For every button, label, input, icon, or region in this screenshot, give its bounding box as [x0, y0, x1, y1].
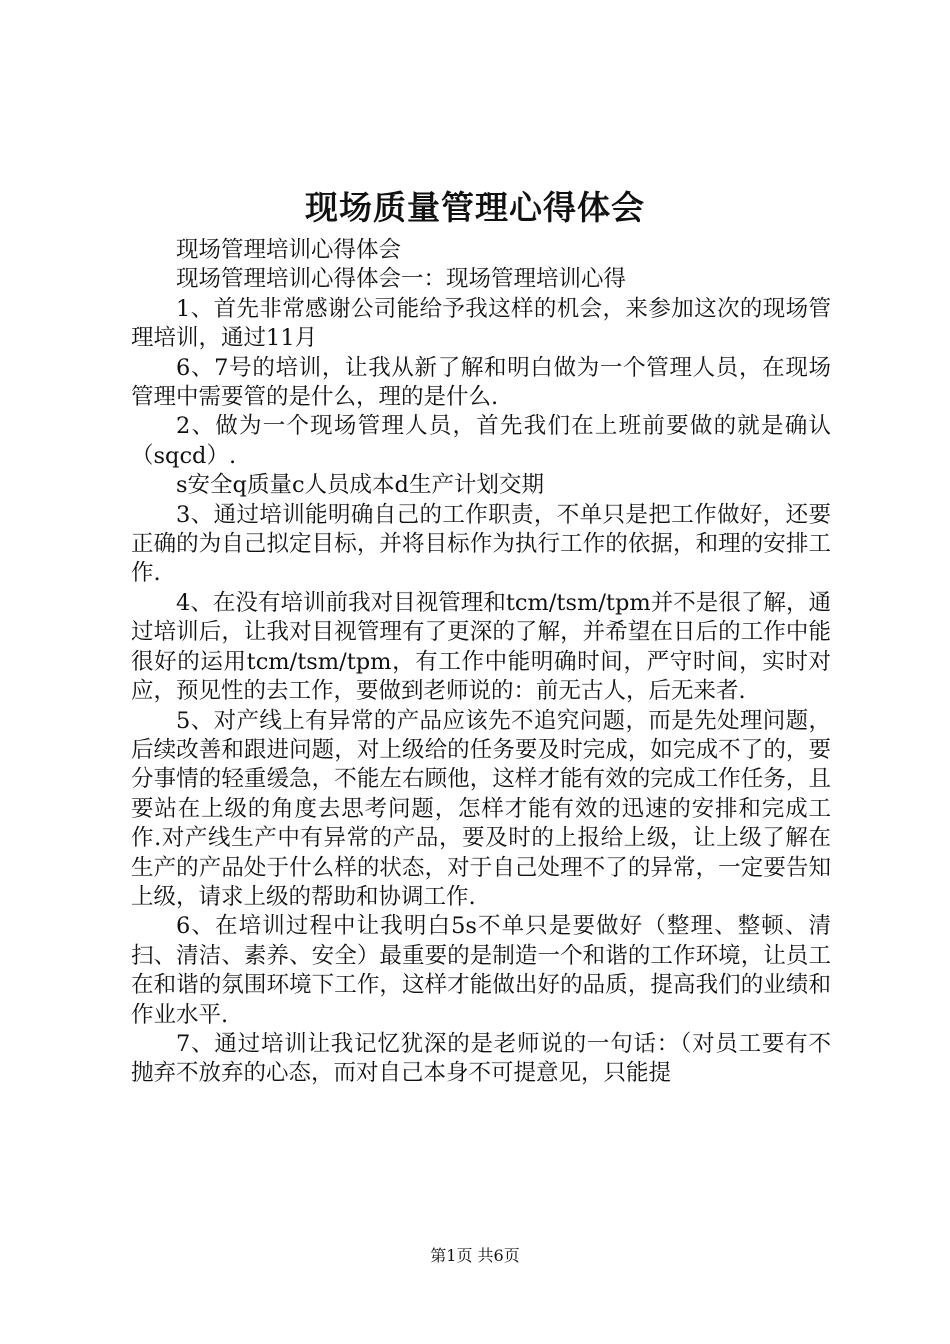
document-title: 现场质量管理心得体会 — [305, 188, 645, 227]
paragraph: 现场管理培训心得体会 — [176, 237, 402, 263]
paragraph: 6、在培训过程中让我明白5s不单只是要做好（整理、整顿、清扫、清洁、素养、安全）最重要的是制造一个和谐的工作环境，让员工在和谐的氛围环境下工作，这样才能做出好的品质，提高我们的业绩和作业水平. — [131, 913, 831, 1028]
paragraph: 7、通过培训让我记忆犹深的是老师说的一句话：（对员工要有不抛弃不放弃的心态，而对自己本身不可提意见，只能提 — [131, 1030, 831, 1087]
paragraph: 现场管理培训心得体会一：现场管理培训心得 — [176, 266, 627, 293]
paragraph: 5、对产线上有异常的产品应该先不追究问题，而是先处理问题，后续改善和跟进问题，对上级给的任务要及时完成，如完成不了的，要分事情的轻重缓急，不能左右顾他，这样才能有效的完成工作任务，且要站在上级的角度去思考问题，怎样才能有效的迅速的安排和完成工作.对产线生产中有异常的产品，要及时的上报给上级，让上级了解在生产的产品处于什么样的状态，对于自己处理不了的异常，一定要告知上级，请求上级的帮助和协调工作. — [131, 707, 831, 910]
page-number-footer: 第1页 共6页 — [430, 1246, 520, 1265]
document-body — [131, 236, 831, 1089]
paragraph: 2、做为一个现场管理人员，首先我们在上班前要做的就是确认（sqcd）. — [131, 413, 831, 469]
paragraph: s安全q质量c人员成本d生产计划交期 — [176, 472, 544, 499]
paragraph: 4、在没有培训前我对目视管理和tcm/tsm/tpm并不是很了解，通过培训后，让我对目视管理有了更深的了解，并希望在日后的工作中能很好的运用tcm/tsm/tpm，有工作中能明确时间，严守时间，实时对应，预见性的去工作，要做到老师说的：前无古人，后无来者. — [131, 589, 831, 705]
paragraph: 3、通过培训能明确自己的工作职责，不单只是把工作做好，还要正确的为自己拟定目标，并将目标作为执行工作的依据，和理的安排工作. — [131, 501, 831, 587]
paragraph: 6、7号的培训，让我从新了解和明白做为一个管理人员，在现场管理中需要管的是什么，理的是什么. — [131, 354, 831, 411]
paragraph: 1、首先非常感谢公司能给予我这样的机会，来参加这次的现场管理培训，通过11月 — [131, 295, 831, 352]
